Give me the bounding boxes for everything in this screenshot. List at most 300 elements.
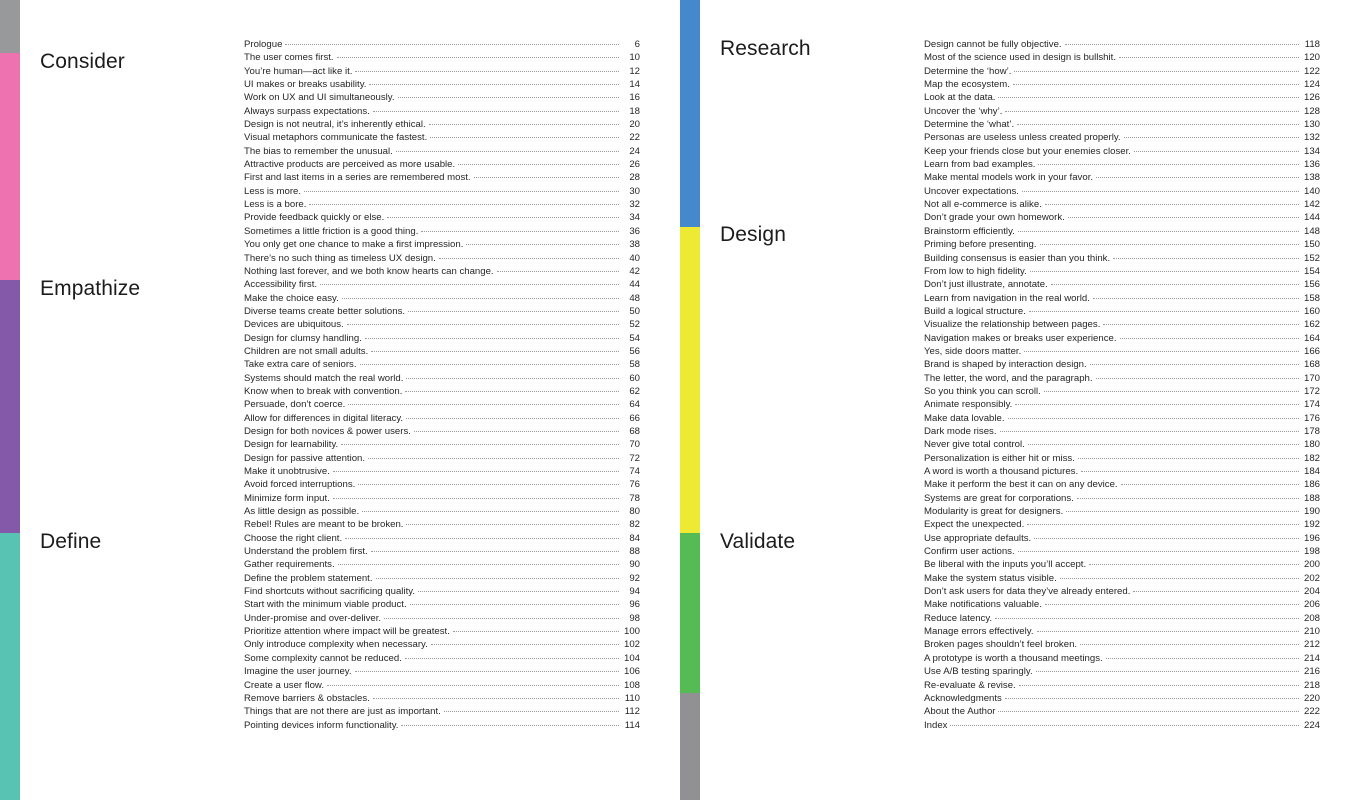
dot-leader <box>309 204 619 205</box>
right-table-of-contents <box>924 38 1320 732</box>
toc-entry[interactable] <box>924 131 1320 144</box>
toc-entry-title: Re-evaluate & revise. <box>924 679 1016 691</box>
toc-entry[interactable] <box>924 665 1320 678</box>
toc-entry-title: A prototype is worth a thousand meetings. <box>924 652 1103 664</box>
toc-entry[interactable] <box>244 518 640 531</box>
toc-entry[interactable] <box>924 318 1320 331</box>
dot-leader <box>998 711 1299 712</box>
toc-entry[interactable] <box>244 51 640 64</box>
toc-entry-page-number: 164 <box>1303 332 1320 344</box>
toc-entry[interactable] <box>244 78 640 91</box>
toc-entry-page-number: 168 <box>1303 359 1320 371</box>
toc-entry[interactable] <box>244 171 640 184</box>
toc-entry-page-number: 224 <box>1303 719 1320 731</box>
dot-leader <box>418 591 619 592</box>
toc-entry-page-number: 176 <box>1303 412 1320 424</box>
toc-entry[interactable] <box>924 585 1320 598</box>
toc-entry-title: Make it unobtrusive. <box>244 466 330 477</box>
toc-entry[interactable] <box>924 625 1320 638</box>
toc-entry-page-number: 218 <box>1303 679 1320 691</box>
toc-entry-page-number: 206 <box>1303 599 1320 611</box>
toc-entry-title: Less is a bore. <box>244 199 307 211</box>
toc-entry-page-number: 98 <box>629 612 640 624</box>
dot-leader <box>333 471 619 472</box>
toc-entry-title: Modularity is great for designers. <box>924 506 1064 518</box>
dot-leader <box>401 725 619 726</box>
toc-entry[interactable] <box>924 425 1320 438</box>
toc-entry[interactable] <box>244 385 640 398</box>
dot-leader <box>373 698 619 699</box>
toc-entry-page-number: 64 <box>629 399 640 411</box>
dot-leader <box>1028 444 1299 445</box>
toc-entry-page-number: 120 <box>1303 52 1320 64</box>
toc-entry[interactable] <box>244 198 640 211</box>
dot-leader <box>1068 217 1299 218</box>
toc-entry-page-number: 144 <box>1303 212 1320 224</box>
dot-leader <box>1093 298 1299 299</box>
toc-entry[interactable] <box>244 692 640 705</box>
toc-entry-title: Remove barriers & obstacles. <box>244 692 370 704</box>
dot-leader <box>1008 418 1299 419</box>
toc-entry-page-number: 202 <box>1303 572 1320 584</box>
dot-leader <box>1019 685 1299 686</box>
dot-leader <box>405 391 619 392</box>
toc-entry-title: As little design as possible. <box>244 506 360 518</box>
toc-entry-title: Learn from bad examples. <box>924 159 1036 171</box>
toc-entry[interactable] <box>924 225 1320 238</box>
toc-entry[interactable] <box>244 145 640 158</box>
toc-entry[interactable] <box>924 38 1320 51</box>
dot-leader <box>1133 591 1299 592</box>
dot-leader <box>369 84 619 85</box>
toc-entry[interactable] <box>924 452 1320 465</box>
toc-entry-page-number: 50 <box>629 305 640 317</box>
dot-leader <box>1096 378 1299 379</box>
dot-leader <box>362 511 619 512</box>
toc-entry[interactable] <box>244 105 640 118</box>
dot-leader <box>358 484 619 485</box>
dot-leader <box>376 578 619 579</box>
dot-leader <box>1024 351 1299 352</box>
toc-entry[interactable] <box>244 665 640 678</box>
toc-entry-page-number: 174 <box>1303 399 1320 411</box>
toc-entry[interactable] <box>924 332 1320 345</box>
toc-entry[interactable] <box>244 505 640 518</box>
toc-entry[interactable] <box>244 598 640 611</box>
dot-leader <box>1089 564 1299 565</box>
toc-entry-page-number: 138 <box>1303 172 1320 184</box>
toc-entry-title: Navigation makes or breaks user experience. <box>924 332 1117 344</box>
toc-entry[interactable] <box>244 345 640 358</box>
dot-leader <box>1121 484 1299 485</box>
toc-entry[interactable] <box>244 332 640 345</box>
toc-entry-title: Design for passive attention. <box>244 452 366 464</box>
toc-entry-page-number: 52 <box>629 319 640 331</box>
toc-entry[interactable] <box>244 131 640 144</box>
dot-leader <box>497 271 619 272</box>
toc-entry-title: Attractive products are perceived as more usable. <box>244 159 456 171</box>
toc-entry-title: The letter, the word, and the paragraph. <box>924 372 1093 384</box>
toc-entry-title: Take extra care of seniors. <box>244 359 357 371</box>
toc-entry-title: Create a user flow. <box>244 679 324 691</box>
toc-entry-page-number: 92 <box>629 572 640 584</box>
toc-entry-page-number: 14 <box>629 79 640 91</box>
toc-entry-title: You’re human—act like it. <box>244 65 353 77</box>
toc-entry-title: Always surpass expectations. <box>244 105 370 117</box>
toc-entry-page-number: 110 <box>624 692 640 704</box>
toc-entry-page-number: 158 <box>1303 292 1320 304</box>
toc-entry[interactable] <box>244 398 640 411</box>
toc-entry[interactable] <box>924 719 1320 732</box>
toc-entry[interactable] <box>244 679 640 692</box>
color-band <box>680 227 700 533</box>
toc-entry-page-number: 170 <box>1303 372 1320 384</box>
toc-entry-page-number: 220 <box>1303 692 1320 704</box>
toc-entry[interactable] <box>924 612 1320 625</box>
toc-entry[interactable] <box>924 465 1320 478</box>
color-band <box>0 280 20 533</box>
toc-entry[interactable] <box>924 265 1320 278</box>
dot-leader <box>1029 311 1299 312</box>
toc-entry-title: UI makes or breaks usability. <box>244 79 367 91</box>
dot-leader <box>1040 244 1299 245</box>
toc-entry-title: The user comes first. <box>244 52 334 64</box>
toc-entry-page-number: 150 <box>1303 239 1320 251</box>
toc-entry[interactable] <box>244 412 640 425</box>
toc-entry[interactable] <box>924 438 1320 451</box>
toc-entry[interactable] <box>244 558 640 571</box>
toc-entry[interactable] <box>924 292 1320 305</box>
toc-entry-page-number: 68 <box>629 425 640 437</box>
toc-entry-page-number: 182 <box>1303 452 1320 464</box>
toc-entry-title: Systems should match the real world. <box>244 372 404 384</box>
toc-entry[interactable] <box>924 572 1320 585</box>
toc-entry-title: Priming before presenting. <box>924 239 1037 251</box>
toc-entry[interactable] <box>244 572 640 585</box>
toc-entry[interactable] <box>244 305 640 318</box>
toc-entry[interactable] <box>924 198 1320 211</box>
toc-entry[interactable] <box>244 65 640 78</box>
toc-entry-page-number: 154 <box>1303 265 1320 277</box>
toc-entry-page-number: 72 <box>629 452 640 464</box>
toc-entry-title: Choose the right client. <box>244 532 343 544</box>
toc-entry[interactable] <box>924 171 1320 184</box>
toc-entry-page-number: 160 <box>1303 305 1320 317</box>
toc-entry-page-number: 212 <box>1303 639 1320 651</box>
toc-entry-title: Know when to break with convention. <box>244 385 403 397</box>
dot-leader <box>429 124 619 125</box>
toc-entry[interactable] <box>924 652 1320 665</box>
toc-entry-title: Rebel! Rules are meant to be broken. <box>244 519 404 531</box>
toc-entry[interactable] <box>244 238 640 251</box>
toc-entry[interactable] <box>244 478 640 491</box>
toc-entry-page-number: 76 <box>629 479 640 491</box>
toc-entry[interactable] <box>244 158 640 171</box>
toc-entry[interactable] <box>924 518 1320 531</box>
toc-entry[interactable] <box>244 585 640 598</box>
toc-entry-title: Make the choice easy. <box>244 292 339 304</box>
toc-entry-page-number: 198 <box>1303 546 1320 558</box>
toc-entry-title: Map the ecosystem. <box>924 79 1010 91</box>
dot-leader <box>453 631 619 632</box>
toc-entry-title: Don’t just illustrate, annotate. <box>924 279 1048 291</box>
toc-entry[interactable] <box>924 105 1320 118</box>
toc-entry[interactable] <box>924 532 1320 545</box>
toc-entry-page-number: 106 <box>623 666 640 678</box>
dot-leader <box>1030 271 1299 272</box>
toc-entry[interactable] <box>924 345 1320 358</box>
dot-leader <box>998 97 1299 98</box>
toc-entry[interactable] <box>924 478 1320 491</box>
toc-entry-title: Most of the science used in design is bullshit. <box>924 52 1116 64</box>
toc-entry-page-number: 130 <box>1303 119 1320 131</box>
dot-leader <box>1005 698 1299 699</box>
color-band <box>0 0 20 53</box>
toc-entry-title: First and last items in a series are remembered most. <box>244 172 471 184</box>
dot-leader <box>474 177 619 178</box>
toc-entry[interactable] <box>924 278 1320 291</box>
toc-entry-page-number: 82 <box>629 519 640 531</box>
toc-entry[interactable] <box>244 532 640 545</box>
toc-entry[interactable] <box>924 692 1320 705</box>
toc-entry[interactable] <box>924 51 1320 64</box>
toc-entry-page-number: 192 <box>1303 519 1320 531</box>
dot-leader <box>444 711 619 712</box>
dot-leader <box>355 71 619 72</box>
toc-entry[interactable] <box>924 305 1320 318</box>
toc-entry-page-number: 118 <box>1304 39 1320 50</box>
toc-entry[interactable] <box>924 211 1320 224</box>
toc-entry[interactable] <box>244 638 640 651</box>
dot-leader <box>1119 57 1299 58</box>
toc-entry-title: Personalization is either hit or miss. <box>924 452 1075 464</box>
toc-entry[interactable] <box>244 358 640 371</box>
dot-leader <box>342 298 619 299</box>
toc-entry-page-number: 124 <box>1303 79 1320 91</box>
color-band <box>0 53 20 280</box>
toc-entry[interactable] <box>924 91 1320 104</box>
toc-entry-page-number: 132 <box>1303 132 1320 144</box>
dot-leader <box>373 111 619 112</box>
dot-leader <box>1014 71 1299 72</box>
toc-entry-title: Keep your friends close but your enemies closer. <box>924 145 1131 157</box>
toc-entry[interactable] <box>924 598 1320 611</box>
toc-entry[interactable] <box>244 211 640 224</box>
toc-entry-title: Index <box>924 719 948 731</box>
toc-entry-title: Make it perform the best it can on any device. <box>924 479 1118 491</box>
toc-entry[interactable] <box>244 318 640 331</box>
toc-entry-page-number: 188 <box>1303 492 1320 504</box>
toc-entry[interactable] <box>924 412 1320 425</box>
toc-entry-page-number: 134 <box>1303 145 1320 157</box>
toc-entry[interactable] <box>924 638 1320 651</box>
toc-entry[interactable] <box>244 612 640 625</box>
toc-entry-page-number: 204 <box>1303 586 1320 598</box>
dot-leader <box>1018 551 1299 552</box>
toc-entry-title: Work on UX and UI simultaneously. <box>244 92 395 104</box>
toc-entry-title: Make mental models work in your favor. <box>924 172 1094 184</box>
toc-entry-page-number: 6 <box>634 39 640 50</box>
toc-entry-title: Sometimes a little friction is a good thing. <box>244 225 419 237</box>
toc-entry[interactable] <box>244 452 640 465</box>
dot-leader <box>1015 404 1299 405</box>
toc-entry[interactable] <box>924 185 1320 198</box>
toc-entry-title: Pointing devices inform functionality. <box>244 719 399 731</box>
toc-entry-page-number: 12 <box>629 65 640 77</box>
toc-entry-title: A word is worth a thousand pictures. <box>924 466 1079 477</box>
toc-entry[interactable] <box>244 185 640 198</box>
toc-entry[interactable] <box>924 372 1320 385</box>
toc-entry-title: Brainstorm efficiently. <box>924 225 1015 237</box>
section-title-empathize: Empathize <box>40 277 141 300</box>
toc-entry-title: Nothing last forever, and we both know hearts can change. <box>244 265 494 277</box>
toc-entry[interactable] <box>244 91 640 104</box>
toc-entry-page-number: 66 <box>629 412 640 424</box>
toc-entry[interactable] <box>924 145 1320 158</box>
toc-entry[interactable] <box>244 545 640 558</box>
toc-entry-page-number: 140 <box>1303 185 1320 197</box>
dot-leader <box>338 564 619 565</box>
dot-leader <box>1134 151 1299 152</box>
toc-entry[interactable] <box>244 705 640 718</box>
toc-entry[interactable] <box>924 252 1320 265</box>
toc-entry[interactable] <box>244 265 640 278</box>
dot-leader <box>1018 231 1299 232</box>
toc-entry-page-number: 186 <box>1303 479 1320 491</box>
toc-entry-title: Animate responsibly. <box>924 399 1013 411</box>
toc-entry[interactable] <box>924 505 1320 518</box>
toc-entry-page-number: 60 <box>629 372 640 384</box>
toc-entry-title: Gather requirements. <box>244 559 335 571</box>
toc-entry[interactable] <box>244 438 640 451</box>
toc-entry[interactable] <box>924 545 1320 558</box>
toc-entry-title: Never give total control. <box>924 439 1025 451</box>
toc-entry-page-number: 162 <box>1303 319 1320 331</box>
toc-entry-title: There’s no such thing as timeless UX design. <box>244 252 436 264</box>
toc-entry-title: Define the problem statement. <box>244 572 373 584</box>
dot-leader <box>466 244 619 245</box>
toc-entry[interactable] <box>924 358 1320 371</box>
toc-entry-title: So you think you can scroll. <box>924 385 1041 397</box>
toc-entry[interactable] <box>244 278 640 291</box>
color-band <box>680 533 700 693</box>
toc-entry-title: Design for clumsy handling. <box>244 332 362 344</box>
toc-entry-title: Design for learnability. <box>244 439 339 451</box>
toc-entry[interactable] <box>924 492 1320 505</box>
toc-entry[interactable] <box>924 78 1320 91</box>
dot-leader <box>355 671 619 672</box>
dot-leader <box>1017 124 1299 125</box>
toc-entry[interactable] <box>924 398 1320 411</box>
toc-entry-page-number: 190 <box>1303 506 1320 518</box>
section-title-consider: Consider <box>40 50 125 73</box>
toc-entry-page-number: 80 <box>629 506 640 518</box>
section-title-design: Design <box>720 223 786 246</box>
dot-leader <box>333 498 619 499</box>
color-band <box>680 693 700 800</box>
dot-leader <box>414 431 619 432</box>
dot-leader <box>387 217 619 218</box>
toc-entry[interactable] <box>924 679 1320 692</box>
toc-entry[interactable] <box>244 372 640 385</box>
toc-entry-page-number: 78 <box>629 492 640 504</box>
toc-entry[interactable] <box>244 719 640 732</box>
dot-leader <box>1078 458 1299 459</box>
toc-entry-title: Persuade, don’t coerce. <box>244 399 346 411</box>
toc-entry-title: The bias to remember the unusual. <box>244 145 393 157</box>
toc-entry[interactable] <box>924 65 1320 78</box>
toc-entry[interactable] <box>924 385 1320 398</box>
toc-entry-page-number: 136 <box>1303 159 1320 171</box>
dot-leader <box>384 618 619 619</box>
dot-leader <box>396 151 619 152</box>
toc-entry[interactable] <box>244 38 640 51</box>
toc-entry-title: Not all e-commerce is alike. <box>924 199 1042 211</box>
toc-entry[interactable] <box>244 465 640 478</box>
toc-entry-title: Confirm user actions. <box>924 546 1015 558</box>
dot-leader <box>1013 84 1299 85</box>
toc-entry[interactable] <box>924 238 1320 251</box>
toc-entry-title: Minimize form input. <box>244 492 330 504</box>
toc-entry-page-number: 84 <box>629 532 640 544</box>
toc-entry[interactable] <box>244 118 640 131</box>
toc-entry-title: Design is not neutral, it’s inherently ethical. <box>244 119 426 131</box>
toc-entry[interactable] <box>244 252 640 265</box>
toc-entry-title: Prologue <box>244 39 283 50</box>
toc-entry-title: Manage errors effectively. <box>924 626 1034 638</box>
toc-entry-page-number: 10 <box>629 52 640 64</box>
dot-leader <box>1066 511 1299 512</box>
toc-entry-page-number: 128 <box>1303 105 1320 117</box>
toc-entry-page-number: 102 <box>623 639 640 651</box>
toc-entry-page-number: 20 <box>629 119 640 131</box>
toc-entry-title: Determine the ‘how’. <box>924 65 1012 77</box>
toc-entry[interactable] <box>924 118 1320 131</box>
toc-entry-page-number: 178 <box>1303 425 1320 437</box>
dot-leader <box>368 458 619 459</box>
toc-entry[interactable] <box>244 292 640 305</box>
toc-entry-title: Make notifications valuable. <box>924 599 1042 611</box>
toc-entry[interactable] <box>244 225 640 238</box>
toc-entry[interactable] <box>924 705 1320 718</box>
toc-entry-page-number: 222 <box>1303 706 1320 718</box>
toc-entry-page-number: 122 <box>1303 65 1320 77</box>
toc-entry[interactable] <box>244 625 640 638</box>
toc-entry-page-number: 180 <box>1303 439 1320 451</box>
toc-entry-title: You only get one chance to make a first impression. <box>244 239 464 251</box>
dot-leader <box>406 378 619 379</box>
toc-entry[interactable] <box>244 492 640 505</box>
dot-leader <box>1051 284 1299 285</box>
dot-leader <box>1096 177 1299 178</box>
dot-leader <box>365 338 619 339</box>
toc-entry-page-number: 36 <box>629 225 640 237</box>
toc-entry-page-number: 94 <box>629 586 640 598</box>
toc-entry[interactable] <box>244 425 640 438</box>
dot-leader <box>421 231 619 232</box>
toc-entry[interactable] <box>244 652 640 665</box>
toc-entry-title: Find shortcuts without sacrificing quality. <box>244 586 415 598</box>
dot-leader <box>1065 44 1299 45</box>
dot-leader <box>320 284 619 285</box>
toc-entry-page-number: 32 <box>629 199 640 211</box>
toc-entry-page-number: 44 <box>629 279 640 291</box>
toc-entry[interactable] <box>924 158 1320 171</box>
toc-entry-page-number: 142 <box>1303 199 1320 211</box>
toc-entry-title: Some complexity cannot be reduced. <box>244 652 402 664</box>
toc-entry[interactable] <box>924 558 1320 571</box>
toc-entry-page-number: 126 <box>1303 92 1320 104</box>
